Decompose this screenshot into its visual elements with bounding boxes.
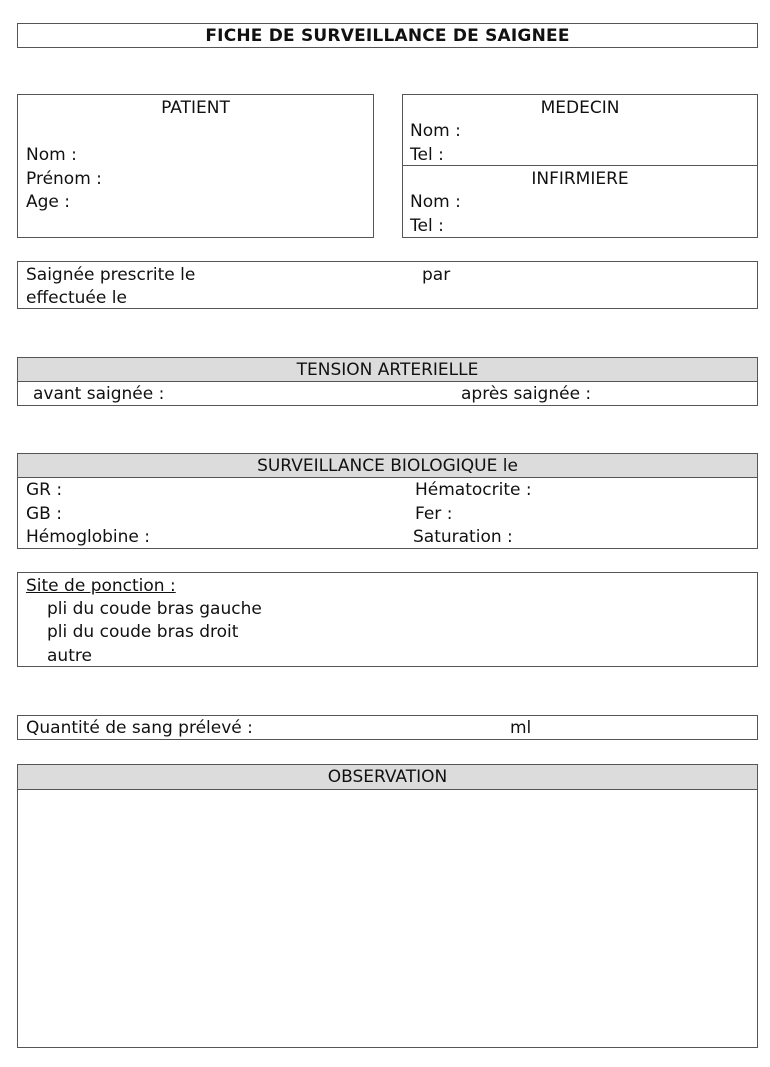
form-title: FICHE DE SURVEILLANCE DE SAIGNEE xyxy=(205,26,570,46)
biologie-hemoglobine-label: Hémoglobine : xyxy=(26,527,150,547)
staff-divider xyxy=(403,165,757,166)
patient-heading: PATIENT xyxy=(161,98,230,118)
quantite-box xyxy=(17,715,758,740)
ponction-heading: Site de ponction : xyxy=(26,576,176,596)
infirmiere-nom-label: Nom : xyxy=(410,192,461,212)
biologie-fer-label: Fer : xyxy=(415,504,453,524)
patient-age-label: Age : xyxy=(26,192,71,212)
medecin-heading: MEDECIN xyxy=(540,98,620,118)
ponction-box xyxy=(17,572,758,667)
tension-avant-label: avant saignée : xyxy=(33,384,165,404)
biologie-divider xyxy=(18,477,757,478)
tension-apres-label: après saignée : xyxy=(461,384,592,404)
biologie-gb-label: GB : xyxy=(26,504,62,524)
quantite-unit: ml xyxy=(510,718,532,738)
tension-box xyxy=(17,357,758,406)
tension-divider xyxy=(18,381,757,382)
biologie-saturation-label: Saturation : xyxy=(413,527,513,547)
observation-area[interactable] xyxy=(18,790,757,1047)
biologie-gr-label: GR : xyxy=(26,480,63,500)
medecin-tel-label: Tel : xyxy=(410,145,444,165)
infirmiere-heading: INFIRMIERE xyxy=(531,169,629,189)
infirmiere-tel-label: Tel : xyxy=(410,216,444,236)
quantite-label: Quantité de sang prélevé : xyxy=(26,718,253,738)
biologie-hematocrite-label: Hématocrite : xyxy=(415,480,532,500)
patient-box xyxy=(17,94,374,238)
biologie-heading: SURVEILLANCE BIOLOGIQUE le xyxy=(257,456,518,476)
patient-prenom-label: Prénom : xyxy=(26,169,102,189)
tension-heading: TENSION ARTERIELLE xyxy=(296,360,479,380)
biologie-box xyxy=(17,453,758,549)
prescription-box xyxy=(17,261,758,309)
ponction-option: autre xyxy=(47,646,92,666)
observation-heading: OBSERVATION xyxy=(327,767,448,787)
staff-box xyxy=(402,94,758,238)
ponction-option: pli du coude bras droit xyxy=(47,622,239,642)
prescription-par-label: par xyxy=(422,265,451,285)
medecin-nom-label: Nom : xyxy=(410,121,461,141)
patient-nom-label: Nom : xyxy=(26,145,77,165)
prescription-date-label: Saignée prescrite le xyxy=(26,265,196,285)
effectuee-date-label: effectuée le xyxy=(26,288,127,308)
form-title-box xyxy=(17,23,758,48)
observation-box xyxy=(17,764,758,1048)
ponction-option: pli du coude bras gauche xyxy=(47,599,262,619)
